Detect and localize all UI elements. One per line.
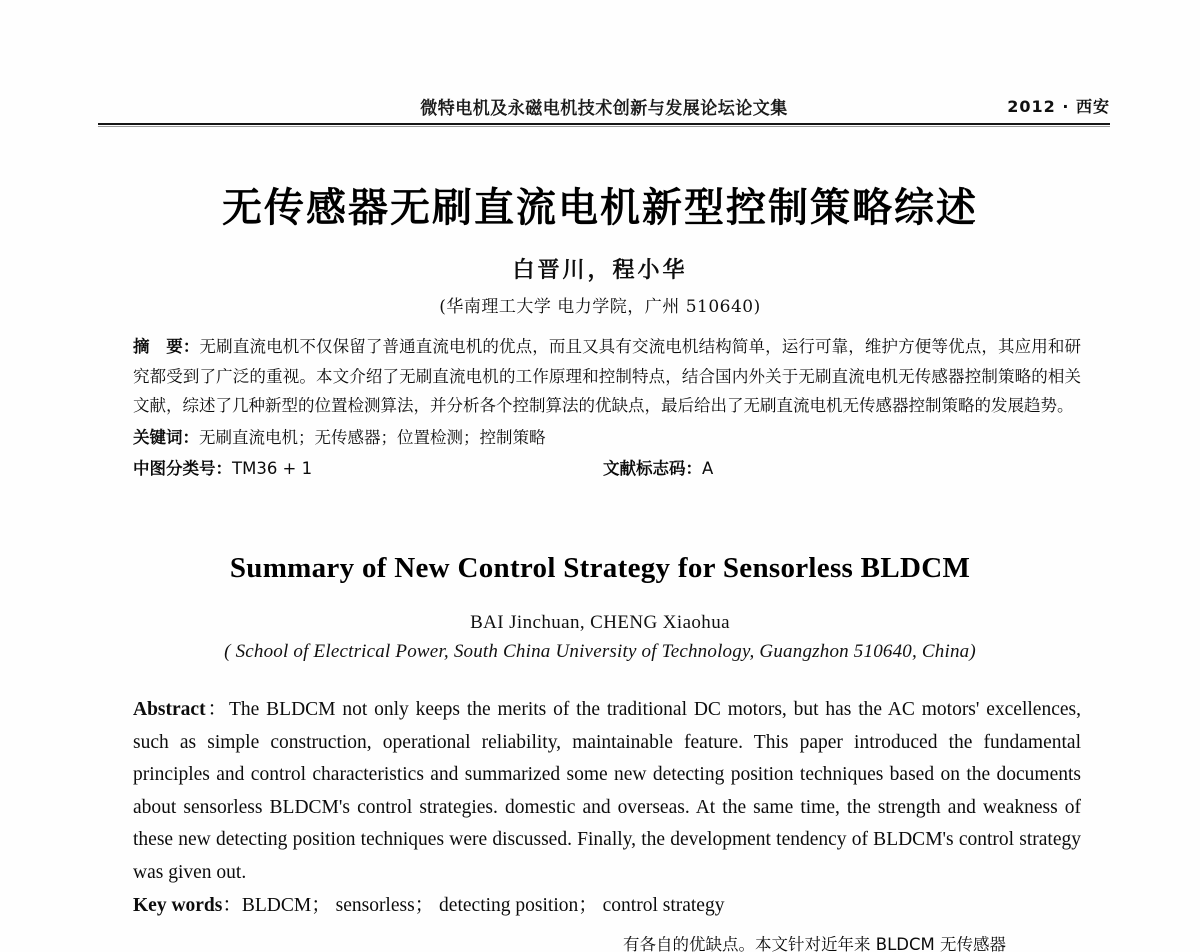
body-line-partial: 有各自的优缺点。本文针对近年来 BLDCM 无传感器: [623, 935, 1006, 952]
abstract-separator-english: ：: [205, 699, 230, 720]
abstract-english: [133, 694, 1081, 889]
keywords-label-english: Key words: [133, 895, 223, 916]
document-code-value: A: [702, 459, 714, 478]
abstract-block-chinese: [133, 332, 1081, 484]
running-head-journal-title: 微特电机及永磁电机技术创新与发展论坛论文集: [420, 98, 788, 120]
keywords-text-chinese: 无刷直流电机；无传感器；位置检测；控制策略: [199, 427, 546, 447]
paper-title-english: Summary of New Control Strategy for Sensorless BLDCM: [229, 552, 971, 584]
body-text-clipped: [133, 930, 1081, 952]
keywords-chinese: [133, 423, 1081, 453]
affiliation-english: ( School of Electrical Power, South China University of Technology, Guangzhon 510640, China): [224, 641, 976, 662]
classification-row: [133, 454, 1081, 484]
document-code: [603, 454, 713, 484]
affiliation-chinese: (华南理工大学 电力学院，广州 510640): [439, 297, 761, 317]
abstract-block-english: [133, 694, 1081, 923]
keywords-label-chinese: 关键词：: [133, 427, 199, 447]
running-head-issue: 2012 · 西安: [1007, 97, 1110, 116]
abstract-label-english: Abstract: [133, 699, 206, 720]
clc-label: 中图分类号：: [133, 459, 232, 478]
abstract-text-chinese: 无刷直流电机不仅保留了普通直流电机的优点，而且又具有交流电机结构简单，运行可靠，维护方便等优点，其应用和研究都受到了广泛的重视。本文介绍了无刷直流电机的工作原理和控制特点，结合国内外关于无刷直流电机无传感器控制策略的相关文献，综述了几种新型的位置检测算法，并分析各个控制算法的优缺点，最后给出了无刷直流电机无传感器控制策略的发展趋势。: [133, 337, 1082, 415]
header-divider-rule: [98, 123, 1110, 125]
abstract-chinese: [133, 332, 1081, 421]
authors-english: BAI Jinchuan, CHENG Xiaohua: [470, 612, 730, 633]
document-code-label: 文献标志码：: [603, 459, 702, 478]
clc-number: [133, 454, 603, 484]
authors-chinese: 白晋川，程小华: [512, 257, 688, 283]
paper-title-chinese: 无传感器无刷直流电机新型控制策略综述: [222, 185, 978, 231]
clc-value: TM36 + 1: [232, 459, 313, 478]
keywords-english: [133, 890, 1081, 923]
abstract-label-chinese: 摘 要：: [133, 337, 200, 356]
keywords-separator-english: ：: [222, 895, 242, 916]
abstract-text-english: The BLDCM not only keeps the merits of the traditional DC motors, but has the AC motors' excellences, such as simple construction, operational reliability, maintainable feature. This paper introduced the fundamental principles and control characteristics and summarized some new detecting position techniques based on the documents about sensorless BLDCM's control strategies. domestic and overseas. At the same time, the strength and weakness of these new detecting position techniques were discussed. Finally, the development tendency of BLDCM's control strategy was given out.: [133, 699, 1081, 883]
keywords-text-english: BLDCM； sensorless； detecting position； control strategy: [241, 895, 725, 916]
